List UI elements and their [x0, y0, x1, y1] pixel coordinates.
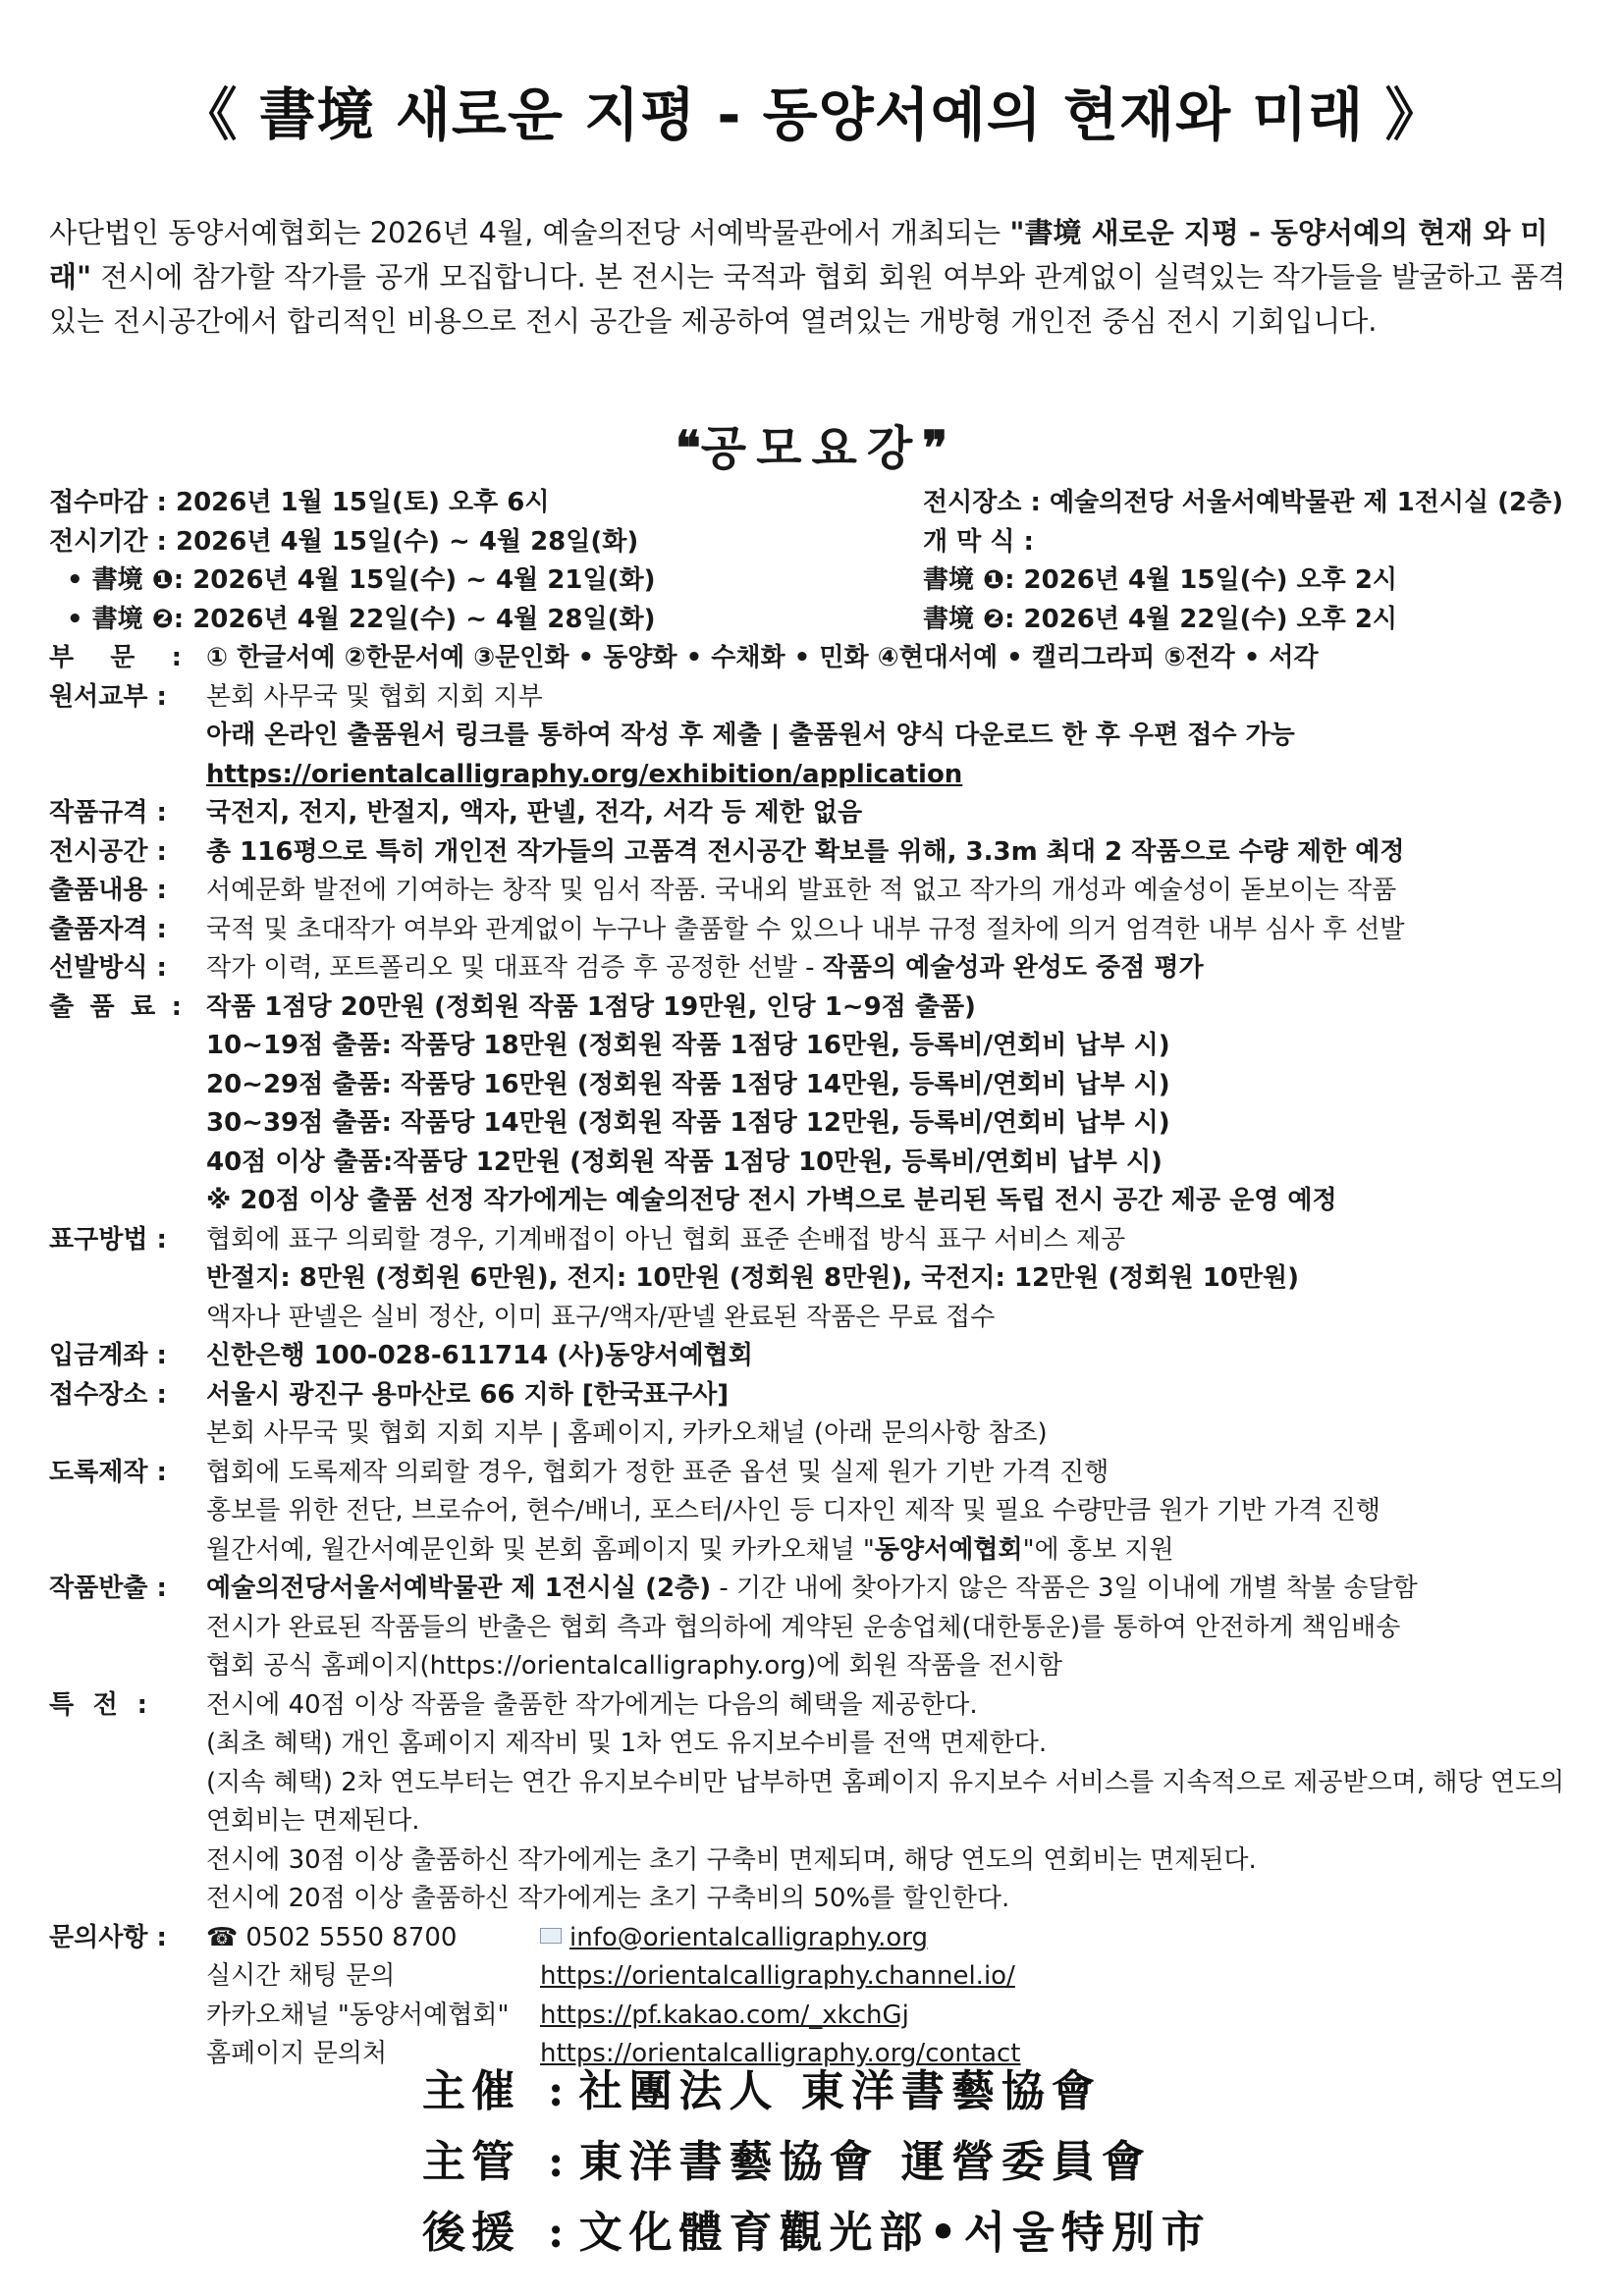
req-account: 입금계좌 : 신한은행 100-028-611714 (사)동양서예협회 [49, 1341, 753, 1370]
intro-text-1: 사단법인 동양서예협회는 2026년 4월, 예술의전당 서예박물관에서 개최되는 [49, 216, 1010, 249]
schedule-row: 書境 ❷: 2026년 4월 22일(수) 오후 2시 [923, 604, 1398, 634]
chat-label: 실시간 채팅 문의 [206, 1961, 396, 1991]
schedule-row: 개 막 식 : [923, 526, 1034, 557]
schedule-row: 書境 ❶: 2026년 4월 15일(수) 오후 2시 [923, 565, 1398, 595]
kakao-link[interactable]: https://pf.kakao.com/_xkchGj [540, 2000, 909, 2030]
mail-icon [540, 1928, 562, 1944]
req-contact: 문의사항 : ☎ 0502 5550 8700 info@orientalcalligraphy.org 실시간 채팅 문의 https://orientalcalligraphy.channel.io/ 카카오채널 "동양서예협회" https://pf.kakao.com/_xkchGj 홈페이지 문의처 https://orientalcalligraphy.org/contact [49, 1919, 1581, 2074]
schedule-right [923, 484, 1563, 639]
intro-paragraph [49, 211, 1581, 344]
schedule-row: • 書境 ❶: 2026년 4월 15일(수) ~ 4월 21일(화) [67, 565, 656, 595]
req-spec: 작품규격 : 국전지, 전지, 반절지, 액자, 판넬, 전각, 서각 등 제한 없음 [49, 798, 863, 828]
close-quote-icon: ❞ [922, 421, 948, 476]
req-selection: 선발방식 : 작가 이력, 포트폴리오 및 대표작 검증 후 공정한 선발 - 작품의 예술성과 완성도 중점 평가 [49, 953, 1204, 983]
req-benefits: 특 전 : 전시에 40점 이상 작품을 출품한 작가에게는 다음의 혜택을 제공한다. (최초 혜택) 개인 홈페이지 제작비 및 1차 연도 유지보수비를 전액 면제한다. (지속 혜택) 2차 연도부터는 연간 유지보수비만 납부하면 홈페이지 유지보수 서비스를 지속적으로 제공받으며, 해당 연도의 연회비는 면제된다. 전시에 30점 이상 출품하신 작가에게는 초기 구축비 면제되며, 해당 연도의 연회비는 면제된다. 전시에 20점 이상 출품하신 작가에게는 초기 구축비의 50%를 할인한다. [49, 1689, 1565, 1913]
chat-link[interactable]: https://orientalcalligraphy.channel.io/ [540, 1961, 1015, 1991]
req-application: 원서교부 : 본회 사무국 및 협회 지회 지부 아래 온라인 출품원서 링크를 통하여 작성 후 제출 | 출품원서 양식 다운로드 한 후 우편 접수 가능 https://orientalcalligraphy.org/exhibition/application [49, 678, 1581, 795]
req-space: 전시공간 : 총 116평으로 특히 개인전 작가들의 고품격 전시공간 확보를 위해, 3.3m 최대 2 작품으로 수량 제한 예정 [49, 836, 1405, 867]
kakao-label: 카카오채널 "동양서예협회" [206, 2000, 510, 2030]
schedule-left [49, 484, 656, 639]
req-return: 작품반출 : 예술의전당서울서예박물관 제 1전시실 (2층) - 기간 내에 찾아가지 않은 작품은 3일 이내에 개별 착불 송달함 전시가 완료된 작품들의 반출은 협회 측과 협의하에 계약된 운송업체(대한통운)를 통하여 안전하게 책임배송 협회 공식 홈페이지(https://orientalcalligraphy.org)에 회원 작품을 전시함 [49, 1574, 1418, 1681]
req-reception: 접수장소 : 서울시 광진구 용마산로 66 지하 [한국표구사] 본회 사무국 및 협회 지회 지부 | 홈페이지, 카카오채널 (아래 문의사항 참조) [49, 1379, 1048, 1448]
application-link[interactable]: https://orientalcalligraphy.org/exhibition/application [206, 759, 963, 789]
homepage-link[interactable]: https://orientalcalligraphy.org/contact [540, 2039, 1021, 2068]
requirements-list [49, 639, 1581, 2074]
page-title: 《 書境 새로운 지평 - 동양서예의 현재와 미래 》 [180, 81, 1443, 148]
sponsors-block [422, 2056, 1212, 2269]
schedule-row: • 書境 ❷: 2026년 4월 22일(수) ~ 4월 28일(화) [67, 604, 656, 634]
schedule-row: 접수마감 : 2026년 1월 15일(토) 오후 6시 [49, 488, 550, 517]
contact-grid [206, 1919, 1581, 2074]
open-quote-icon: ❝ [675, 421, 701, 476]
phone-number: 0502 5550 8700 [245, 1922, 458, 1952]
email-link[interactable]: info@orientalcalligraphy.org [569, 1922, 929, 1952]
intro-exhibition-name: "書境 새로운 지평 - 동양서예의 현재 와 미래" [49, 216, 1548, 294]
sponsor-organizer: 主管 : 東洋書藝協會 運營委員會 [422, 2137, 1152, 2187]
req-fee: 출 품 료 : 작품 1점당 20만원 (정회원 작품 1점당 19만원, 인당 1~9점 출품) 10~19점 출품: 작품당 18만원 (정회원 작품 1점당 16만원, 등록비/연회비 납부 시) 20~29점 출품: 작품당 16만원 (정회원 작품 1점당 14만원, 등록비/연회비 납부 시) 30~39점 출품: 작품당 14만원 (정회원 작품 1점당 12만원, 등록비/연회비 납부 시) 40점 이상 출품:작품당 12만원 (정회원 작품 1점당 10만원, 등록비/연회비 납부 시) ※ 20점 이상 출품 선정 작가에게는 예술의전당 전시 가벽으로 분리된 독립 전시 공간 제공 운영 예정 [49, 991, 1337, 1215]
homepage-label: 홈페이지 문의처 [206, 2039, 388, 2068]
section-title-text: 공모요강 [700, 421, 923, 476]
req-content: 출품내용 : 서예문화 발전에 기여하는 창작 및 임서 작품. 국내외 발표한 적 없고 작가의 개성과 예술성이 돋보이는 작품 [49, 876, 1397, 905]
req-mounting: 표구방법 : 협회에 표구 의뢰할 경우, 기계배접이 아닌 협회 표준 손배접 방식 표구 서비스 제공 반절지: 8만원 (정회원 6만원), 전지: 10만원 (정회원 8만원), 국전지: 12만원 (정회원 10만원) 액자나 판넬은 실비 정산, 이미 표구/액자/판넬 완료된 작품은 무료 접수 [49, 1224, 1299, 1332]
schedule-row: 전시기간 : 2026년 4월 15일(수) ~ 4월 28일(화) [49, 526, 639, 557]
req-catalog: 도록제작 : 협회에 도록제작 의뢰할 경우, 협회가 정한 표준 옵션 및 실제 원가 기반 가격 진행 홍보를 위한 전단, 브로슈어, 현수/배너, 포스터/사인 등 디자인 제작 및 필요 수량만큼 원가 기반 가격 진행 월간서예, 월간서예문인화 및 본회 홈페이지 및 카카오채널 "동양서예협회"에 홍보 지원 [49, 1457, 1381, 1565]
req-category: 부 문 : ① 한글서예 ②한문서예 ③문인화 • 동양화 • 수채화 • 민화 ④현대서예 • 캘리그라피 ⑤전각 • 서각 [49, 643, 1319, 672]
section-title [0, 410, 1623, 478]
schedule-row: 전시장소 : 예술의전당 서울서예박물관 제 1전시실 (2층) [923, 488, 1564, 517]
phone-icon: ☎ [206, 1922, 239, 1952]
req-eligibility: 출품자격 : 국적 및 초대작가 여부와 관계없이 누구나 출품할 수 있으나 내부 규정 절차에 의거 엄격한 내부 심사 후 선발 [49, 914, 1405, 944]
sponsor-support: 後援 : 文化體育觀光部•서울特別市 [422, 2208, 1212, 2258]
sponsor-host: 主催 : 社團法人 東洋書藝協會 [422, 2066, 1102, 2116]
intro-text-2: 전시에 참가할 작가를 공개 모집합니다. 본 전시는 국적과 협회 회원 여부와 관계없이 실력있는 작가들을 발굴하고 품격있는 전시공간에서 합리적인 비용으로 전시 공간을 제공하여 열려있는 개방형 개인전 중심 전시 기회입니다. [49, 260, 1566, 338]
